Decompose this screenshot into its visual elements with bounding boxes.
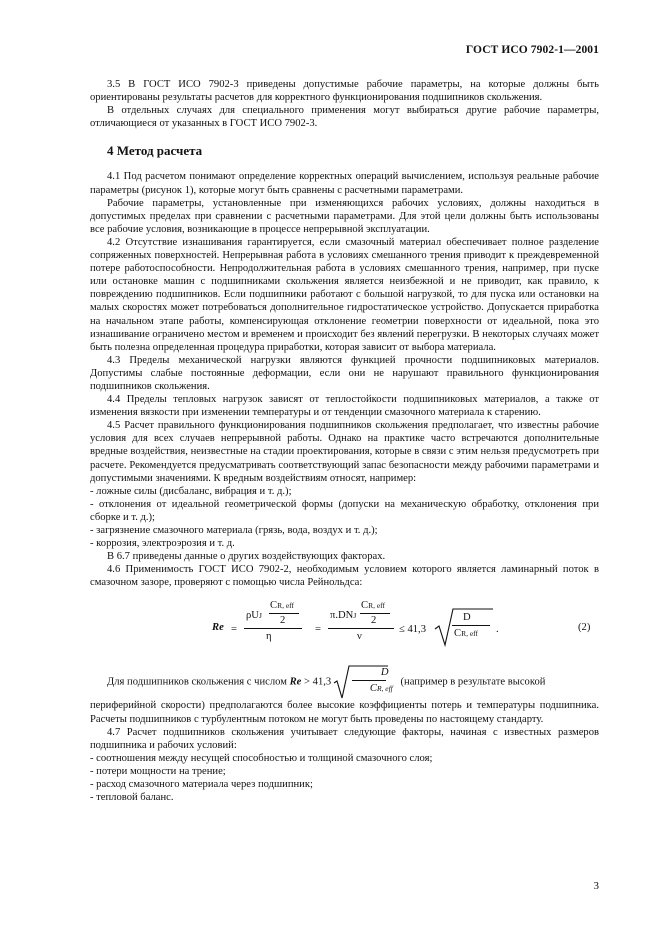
paragraph-3-5b: В отдельных случаях для специального применения могут выбираться другие рабочие параметры, отличающиеся от указанных в ГОСТ ИСО 7902-3. <box>90 105 599 130</box>
inline-c-eff: CR, eff <box>369 683 393 695</box>
list-item: - загрязнение смазочного материала (грязь, вода, воздух и т. д.); <box>90 525 378 536</box>
page-number: 3 <box>593 880 599 892</box>
formula-d: D <box>463 612 471 624</box>
formula-pi-dn: π.DNJ <box>330 610 357 622</box>
paragraph-4-7: 4.7 Расчет подшипников скольжения учитывает следующие факторы, начиная с известных размеров подшипника и рабочих условий: <box>90 726 599 751</box>
paragraph-4-3: 4.3 Пределы механической нагрузки являются функцией прочности подшипниковых материалов. Допустимы слабые постоянные деформации, если они не нарушают правильного функционирования подшипников скольжения. <box>90 354 599 392</box>
formula-two-2: 2 <box>371 615 377 627</box>
formula-c-eff-3: CR, eff <box>454 628 479 640</box>
list-item: - расход смазочного материала через подшипник; <box>90 779 313 791</box>
formula-c-eff-1: CR, eff <box>270 600 295 612</box>
paragraph-turbulent-cont: периферийной скорости) предполагаются более высокие коэффициенты потерь и температуры подшипника. Расчеты подшипников с турбулентным потоком не могут быть проведены по настоящему стандарту. <box>90 700 599 725</box>
paragraph-4-5: 4.5 Расчет правильного функционирования подшипников скольжения предполагает, что известны рабочие условия для всех случаев непрерывной работы. Однако на практике часто встречаются дополнительные вредные воздействия, неизвестные на стадии проектирования, которые в связи с этим нельзя предусмотреть при расчете. Рекомендуется предусматривать соответствующий запас безопасности между рабочими параметрами и допустимыми значениями. К вредным воздействиям относят, например: <box>90 420 599 484</box>
formula-eta: η <box>266 631 272 643</box>
formula-fraction-bar <box>244 628 302 629</box>
formula-two-1: 2 <box>280 615 286 627</box>
page-body <box>90 78 599 804</box>
list-item: - тепловой баланс. <box>90 792 174 804</box>
list-item: - потери мощности на трение; <box>90 765 226 777</box>
list-item: - коррозия, электроэрозия и т. д. <box>90 538 235 550</box>
formula-re: Re <box>212 622 224 634</box>
formula-fraction-bar <box>328 628 394 629</box>
formula-rho-u: ρUJ <box>246 610 262 622</box>
paragraph-4-1b: Рабочие параметры, установленные при изменяющихся рабочих условиях, должны находиться в допустимых пределах при сравнении с расчетными параметрами. Для этой цели должны быть использованы все рабочие условия, возникающие в процессе непрерывной эксплуатации. <box>90 197 599 235</box>
formula-fraction-bar <box>452 625 490 626</box>
paragraph-6-7: В 6.7 приведены данные о других воздействующих факторах. <box>107 551 386 563</box>
paragraph-3-5: 3.5 В ГОСТ ИСО 7902-3 приведены допустимые рабочие параметры, на которые должны быть ориентированы результаты расчетов для корректного функционирования подшипников скольжения. <box>90 79 599 104</box>
paragraph-turbulent: Для подшипников скольжения с числом Re > 41,3 D CR, eff (например в результате высокой <box>90 665 599 699</box>
reynolds-formula <box>90 597 599 659</box>
paragraph-4-2: 4.2 Отсутствие изнашивания гарантируется, если смазочный материал обеспечивает полное разделение сопряженных поверхностей. Непрерывная работа в условиях смешанного трения приводит к преждевременной потере работоспособности. Непродолжительная работа в условиях смешанного трения, например, при пуске или остановке машин с подшипниками скольжения является неизбежной и не приводит, как правило, к повреждению подшипников. Если подшипники работают с большой нагрузкой, то для пуска или остановки на малых скоростях может потребоваться дополнительное гидростатическое устройство. Допускается приработка на начальном этапе работы, компенсирующая отклонение геометрии поверхности от идеальной, пока это изнашивание ограничено местом и временем и происходит без явлений перегрузки. В некоторых случаях может быть полезна определенная процедура приработки, которая зависит от выбора материала. <box>90 236 599 353</box>
running-header: ГОСТ ИСО 7902-1—2001 <box>465 44 599 56</box>
formula-eq-1: = <box>231 624 237 636</box>
formula-c-eff-2: CR, eff <box>361 600 386 612</box>
formula-eq-2: = <box>315 624 321 636</box>
inline-fraction-bar <box>352 680 386 681</box>
formula-le: ≤ 41,3 <box>399 624 427 636</box>
formula-number: (2) <box>578 622 591 634</box>
formula-period: . <box>496 624 499 636</box>
inline-d: D <box>380 667 389 679</box>
section-title: 4 Метод расчета <box>107 143 203 159</box>
inline-sqrt-formula <box>334 665 398 699</box>
paragraph-4-4: 4.4 Пределы тепловых нагрузок зависят от теплостойкости подшипниковых материалов, а также от изменения вязкости при изменении температуры и от тенденции смазочного материала к старению. <box>90 394 599 419</box>
paragraph-4-1: 4.1 Под расчетом понимают определение корректных операций вычислением, используя реальные рабочие параметры (рисунок 1), которые могут быть сравнены с расчетными параметрами. <box>90 171 599 196</box>
formula-nu: ν <box>357 631 362 643</box>
list-item: - ложные силы (дисбаланс, вибрация и т. д.); <box>90 485 292 497</box>
list-item: - соотношения между несущей способностью и толщиной смазочного слоя; <box>90 752 433 764</box>
list-item: - отклонения от идеальной геометрической формы (допуски на механическую обработку, отклонения при сборке и т. д.); <box>90 498 599 523</box>
paragraph-4-6: 4.6 Применимость ГОСТ ИСО 7902-2, необходимым условием которого является ламинарный поток в смазочном зазоре, проверяют с помощью числа Рейнольдса: <box>90 564 599 589</box>
